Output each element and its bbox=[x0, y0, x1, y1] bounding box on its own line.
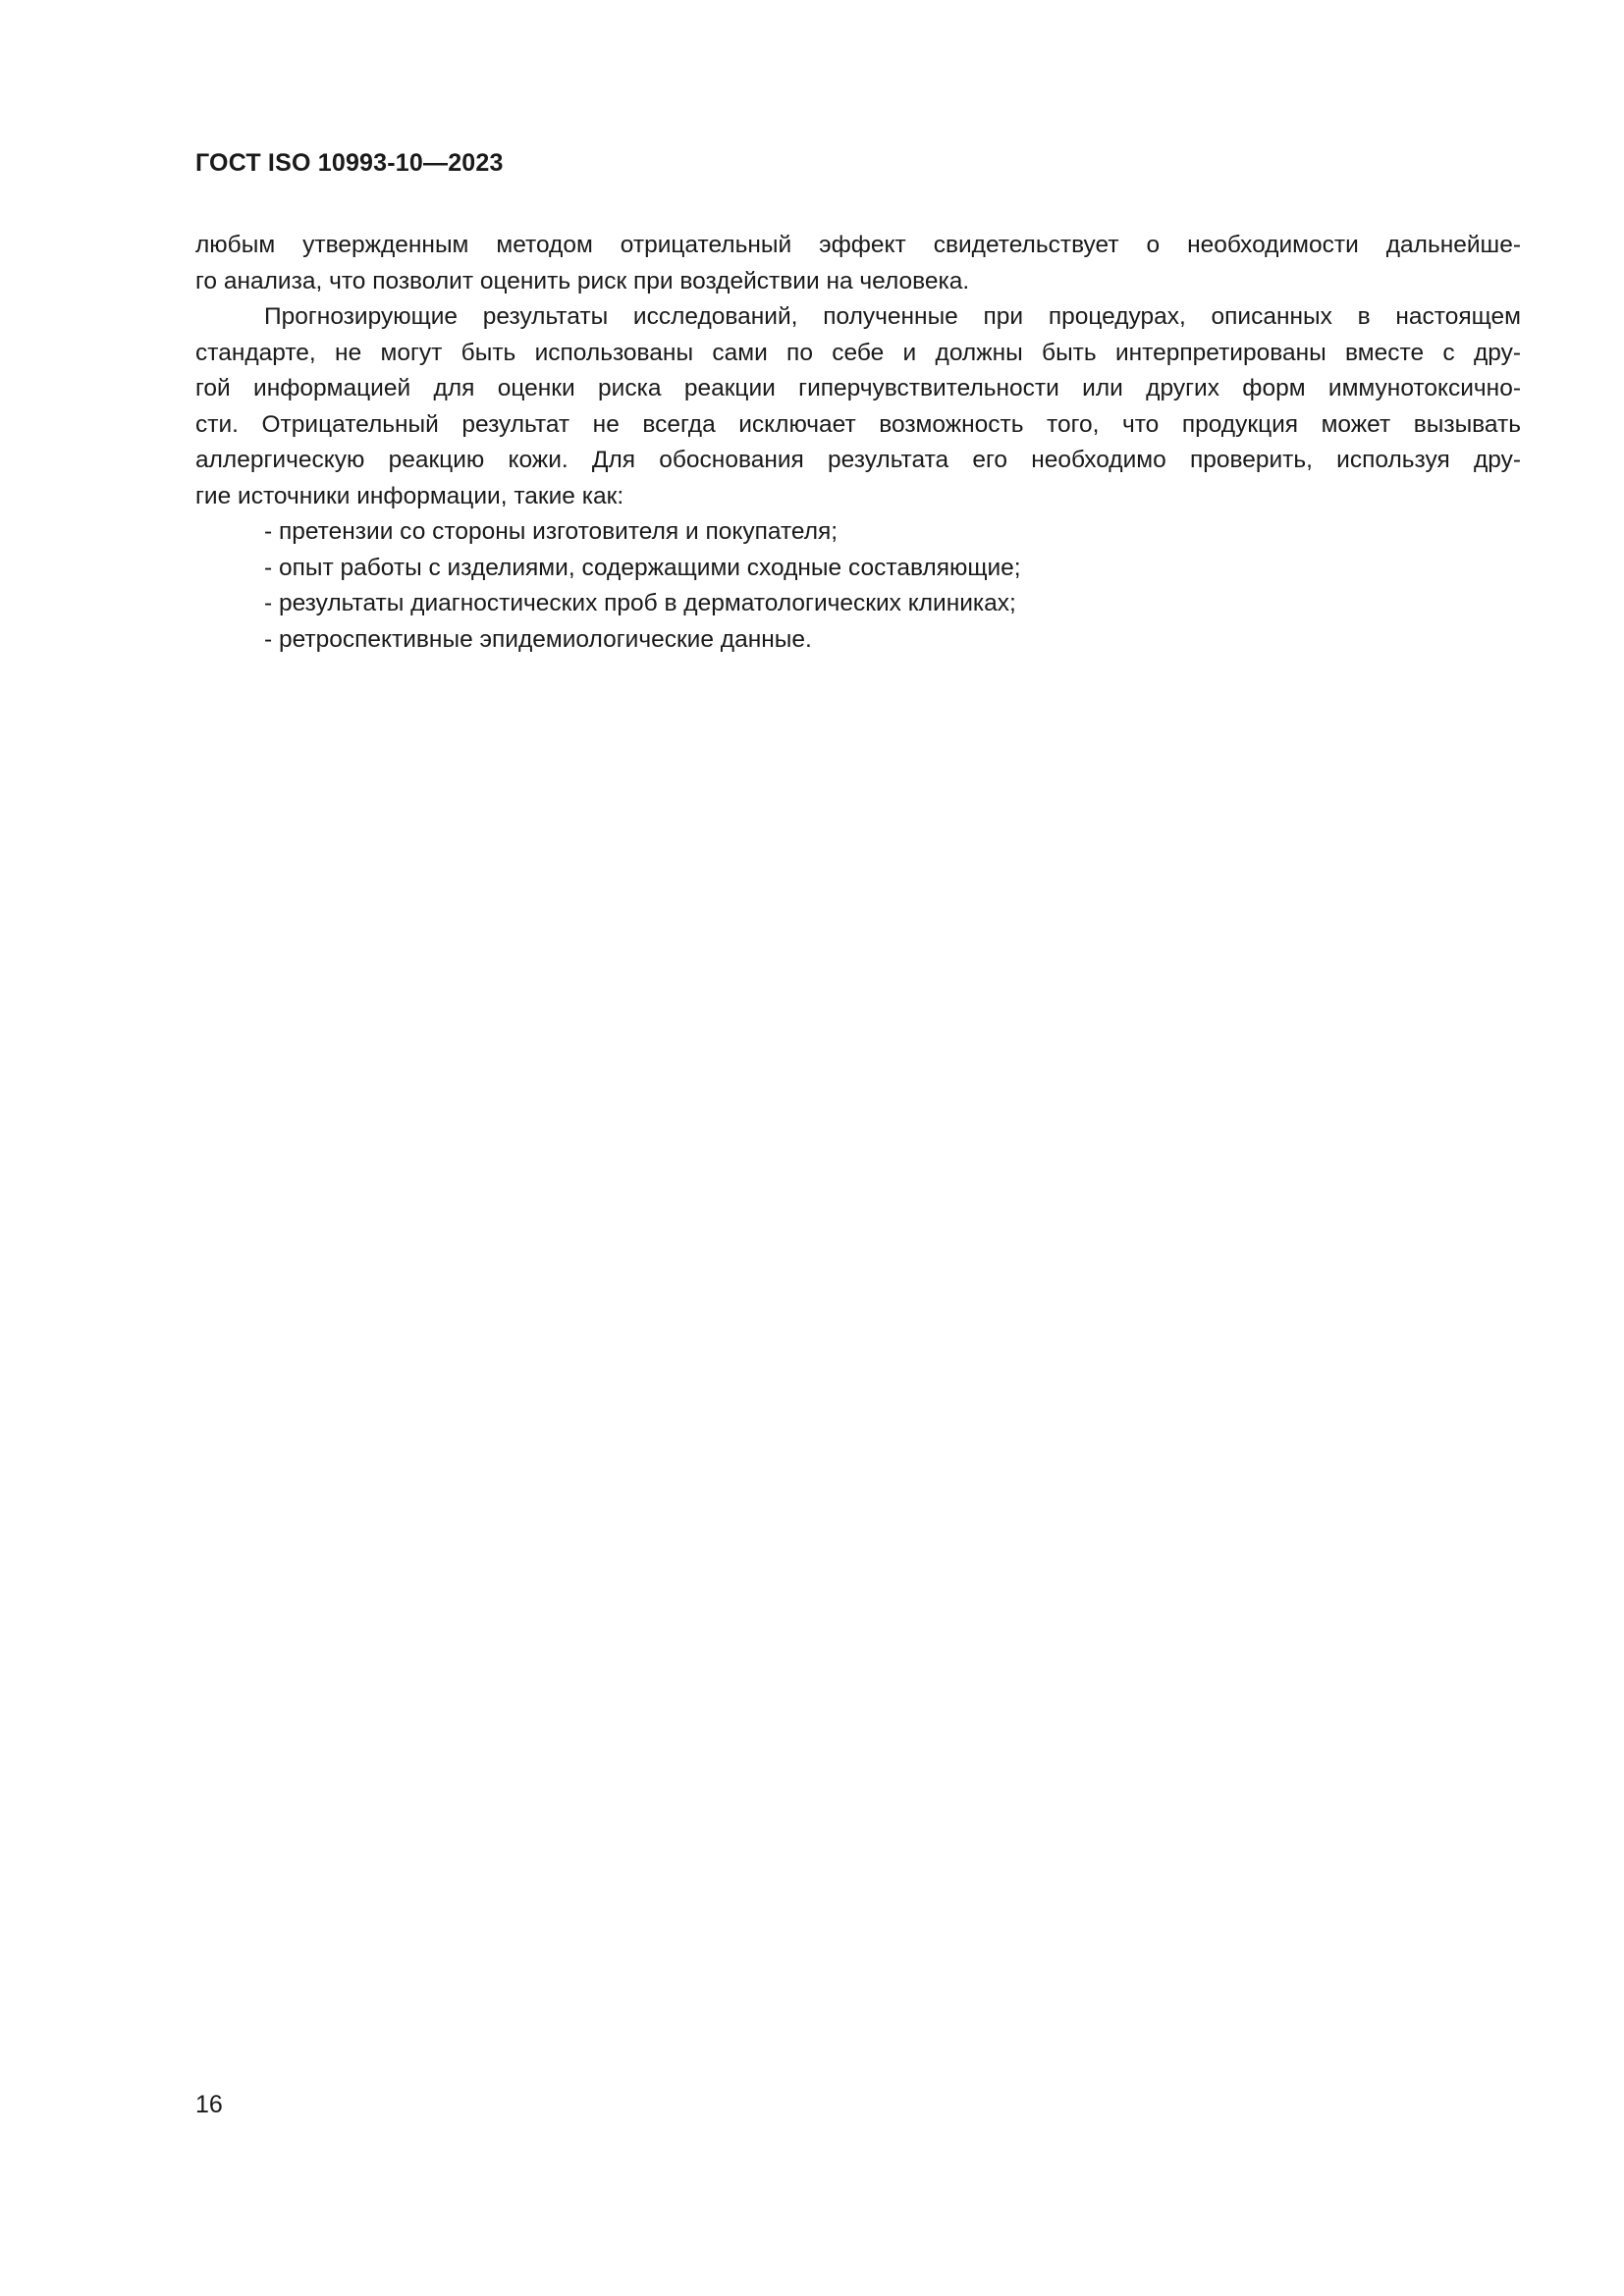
text-line: любым утвержденным методом отрицательный эффект свидетельствует о необходимости дальнейше- bbox=[195, 232, 1521, 258]
text-line: го анализа, что позволит оценить риск при воздействии на человека. bbox=[195, 267, 970, 294]
text-line: аллергическую реакцию кожи. Для обоснования результата его необходимо проверить, используя дру- bbox=[195, 447, 1521, 473]
page-number: 16 bbox=[195, 2091, 223, 2118]
list-item: - ретроспективные эпидемиологические данные. bbox=[264, 625, 812, 653]
list-item: - претензии со стороны изготовителя и покупателя; bbox=[264, 518, 839, 545]
paragraph-predictive-results bbox=[195, 299, 1521, 514]
document-body bbox=[195, 228, 1521, 658]
text-line: сти. Отрицательный результат не всегда исключает возможность того, что продукция может вызывать bbox=[195, 410, 1521, 438]
text-line: гие источники информации, такие как: bbox=[195, 482, 624, 509]
text-line: Прогнозирующие результаты исследований, полученные при процедурах, описанных в настоящем bbox=[264, 303, 1521, 330]
text-line: гой информацией для оценки риска реакции гиперчувствительности или других форм иммунотоксично- bbox=[195, 375, 1521, 401]
text-line: стандарте, не могут быть использованы сами по себе и должны быть интерпретированы вместе с дру- bbox=[195, 339, 1521, 366]
paragraph-continuation bbox=[195, 228, 1521, 299]
list-item: - опыт работы с изделиями, содержащими сходные составляющие; bbox=[264, 554, 1021, 581]
information-sources-list bbox=[195, 514, 1521, 658]
list-item: - результаты диагностических проб в дерматологических клиниках; bbox=[264, 590, 1016, 616]
document-header-title: ГОСТ ISO 10993-10—2023 bbox=[195, 149, 504, 177]
